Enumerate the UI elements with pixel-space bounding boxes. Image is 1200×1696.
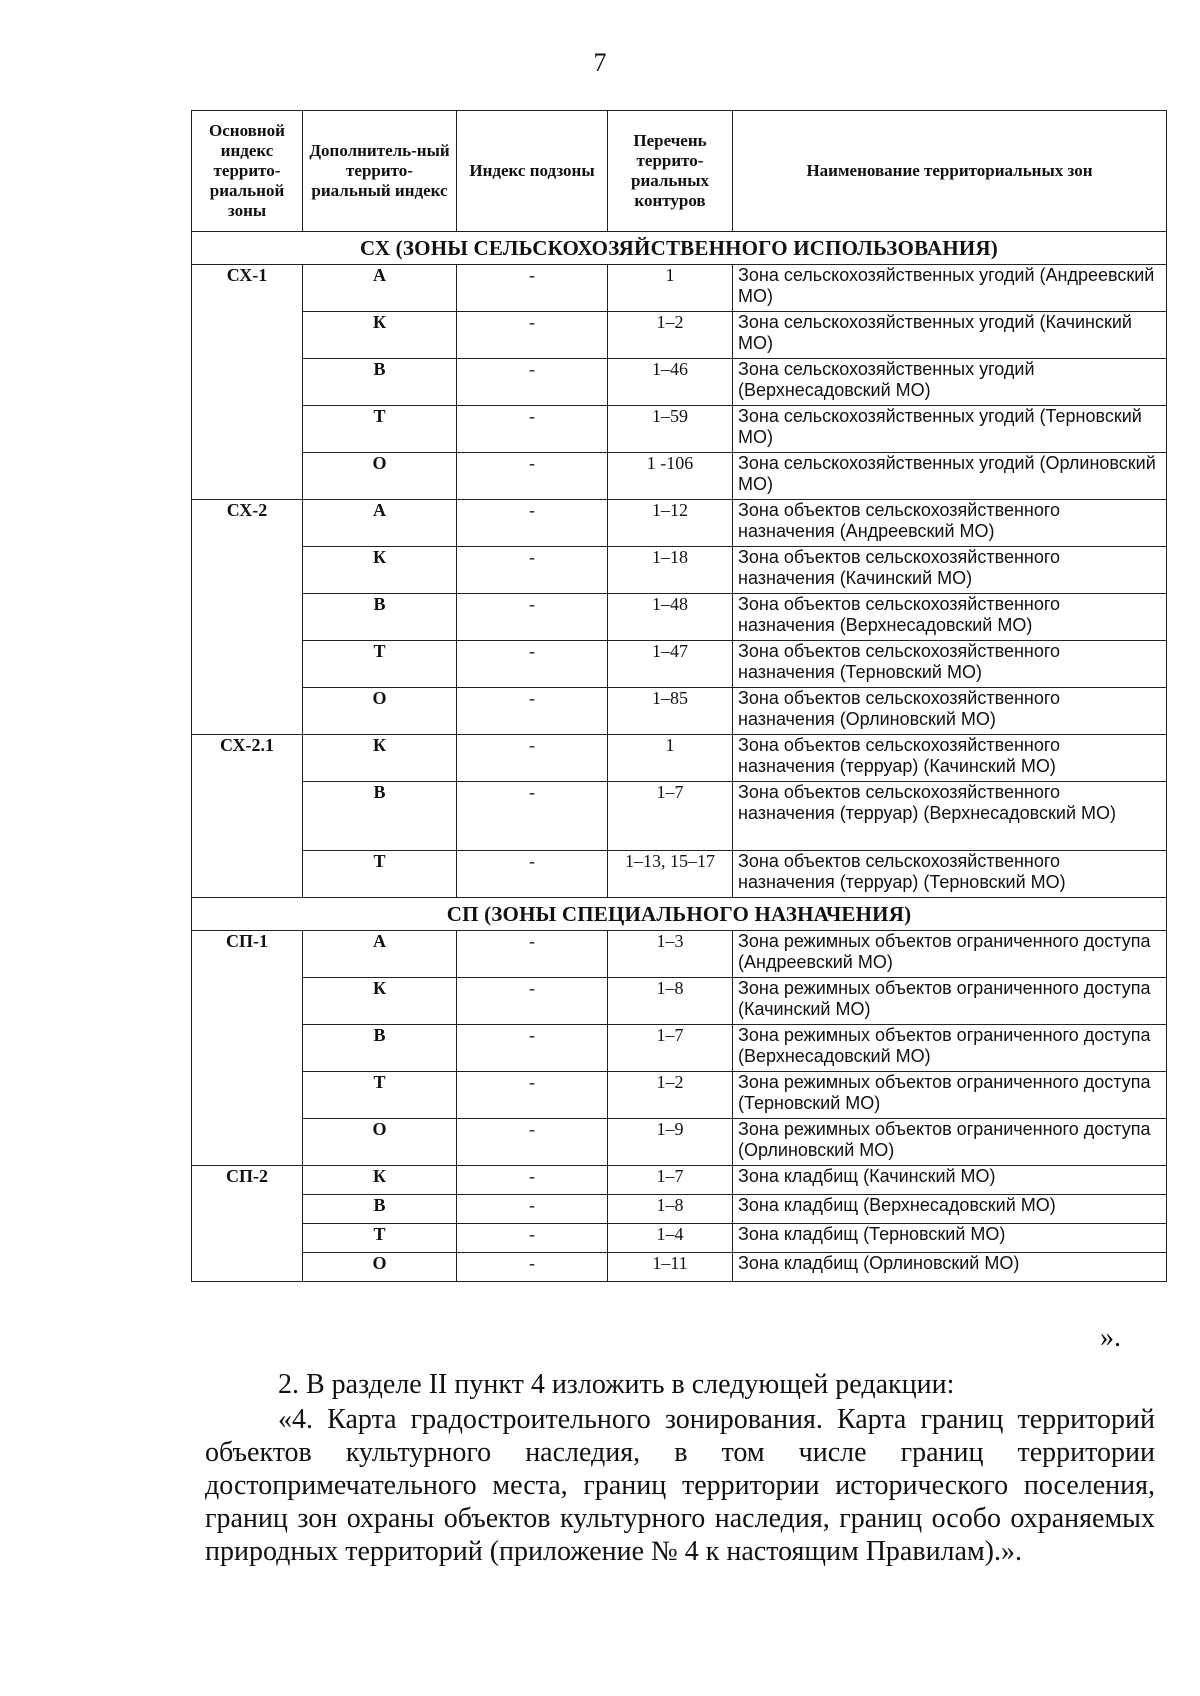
table-row [192,1025,1167,1072]
zone-name-cell: Зона объектов сельскохозяйственного назначения (Андреевский МО) [733,500,1167,547]
contours-cell: 1–12 [608,500,733,547]
table-row [192,500,1167,547]
table-row [192,1253,1167,1282]
additional-index-cell: В [303,594,457,641]
zone-name-cell: Зона сельскохозяйственных угодий (Верхнесадовский МО) [733,359,1167,406]
subzone-index-cell: - [457,312,608,359]
subzone-index-cell: - [457,1253,608,1282]
subzone-index-cell: - [457,359,608,406]
paragraph-amendment-text: «4. Карта градостроительного зонирования. Карта границ территорий объектов культурного наследия, в том числе границ территории достопримечательного места, границ территории исторического поселения, границ зон охраны объектов культурного наследия, границ особо охраняемых природных территорий (приложение № 4 к настоящим Правилам).». [205,1404,1155,1567]
main-index-cell: СП-1 [192,931,303,1166]
header-contours-list: Перечень террито-риальных контуров [608,111,733,232]
subzone-index-cell: - [457,641,608,688]
main-index-cell: СП-2 [192,1166,303,1282]
table-body [192,232,1167,1282]
table-row [192,594,1167,641]
zone-name-cell: Зона объектов сельскохозяйственного назначения (Верхнесадовский МО) [733,594,1167,641]
subzone-index-cell: - [457,265,608,312]
contours-cell: 1–2 [608,1072,733,1119]
table-row [192,978,1167,1025]
table-row [192,453,1167,500]
contours-cell: 1–7 [608,782,733,851]
additional-index-cell: О [303,1253,457,1282]
table-row [192,782,1167,851]
table-row [192,1166,1167,1195]
zone-name-cell: Зона объектов сельскохозяйственного назначения (Орлиновский МО) [733,688,1167,735]
zone-name-cell: Зона сельскохозяйственных угодий (Терновский МО) [733,406,1167,453]
contours-cell: 1–46 [608,359,733,406]
additional-index-cell: К [303,978,457,1025]
zone-name-cell: Зона кладбищ (Орлиновский МО) [733,1253,1167,1282]
zone-name-cell: Зона объектов сельскохозяйственного назначения (терруар) (Верхнесадовский МО) [733,782,1167,851]
subzone-index-cell: - [457,1119,608,1166]
contours-cell: 1–9 [608,1119,733,1166]
main-index-cell: СХ-2.1 [192,735,303,898]
section-title: СП (ЗОНЫ СПЕЦИАЛЬНОГО НАЗНАЧЕНИЯ) [192,898,1167,931]
zone-name-cell: Зона режимных объектов ограниченного доступа (Верхнесадовский МО) [733,1025,1167,1072]
table-row [192,1224,1167,1253]
table-row [192,931,1167,978]
subzone-index-cell: - [457,1224,608,1253]
subzone-index-cell: - [457,851,608,898]
additional-index-cell: К [303,735,457,782]
additional-index-cell: К [303,1166,457,1195]
main-index-cell: СХ-2 [192,500,303,735]
zone-name-cell: Зона объектов сельскохозяйственного назначения (терруар) (Качинский МО) [733,735,1167,782]
additional-index-cell: Т [303,406,457,453]
zone-name-cell: Зона объектов сельскохозяйственного назначения (Качинский МО) [733,547,1167,594]
zone-name-cell: Зона режимных объектов ограниченного доступа (Качинский МО) [733,978,1167,1025]
additional-index-cell: О [303,1119,457,1166]
additional-index-cell: Т [303,641,457,688]
header-zone-name: Наименование территориальных зон [733,111,1167,232]
additional-index-cell: В [303,782,457,851]
table-row [192,406,1167,453]
header-main-index: Основной индекс террито-риальной зоны [192,111,303,232]
zone-name-cell: Зона кладбищ (Терновский МО) [733,1224,1167,1253]
subzone-index-cell: - [457,406,608,453]
zone-name-cell: Зона кладбищ (Качинский МО) [733,1166,1167,1195]
additional-index-cell: О [303,453,457,500]
subzone-index-cell: - [457,594,608,641]
header-subzone-index: Индекс подзоны [457,111,608,232]
contours-cell: 1 -106 [608,453,733,500]
table-row [192,641,1167,688]
contours-cell: 1–11 [608,1253,733,1282]
additional-index-cell: В [303,1195,457,1224]
zone-name-cell: Зона режимных объектов ограниченного доступа (Терновский МО) [733,1072,1167,1119]
zone-name-cell: Зона сельскохозяйственных угодий (Орлиновский МО) [733,453,1167,500]
table-row [192,1119,1167,1166]
table-row [192,1195,1167,1224]
table-row [192,547,1167,594]
contours-cell: 1–59 [608,406,733,453]
additional-index-cell: А [303,931,457,978]
additional-index-cell: Т [303,851,457,898]
contours-cell: 1 [608,735,733,782]
paragraph-amendment-intro: 2. В разделе II пункт 4 изложить в следующей редакции: [278,1369,955,1400]
zone-name-cell: Зона сельскохозяйственных угодий (Андреевский МО) [733,265,1167,312]
contours-cell: 1–85 [608,688,733,735]
subzone-index-cell: - [457,547,608,594]
table-row [192,265,1167,312]
subzone-index-cell: - [457,978,608,1025]
table-row [192,359,1167,406]
subzone-index-cell: - [457,1072,608,1119]
section-title: СХ (ЗОНЫ СЕЛЬСКОХОЗЯЙСТВЕННОГО ИСПОЛЬЗОВАНИЯ) [192,232,1167,265]
subzone-index-cell: - [457,735,608,782]
table-row [192,688,1167,735]
additional-index-cell: А [303,500,457,547]
subzone-index-cell: - [457,782,608,851]
subzone-index-cell: - [457,1166,608,1195]
contours-cell: 1–13, 15–17 [608,851,733,898]
additional-index-cell: К [303,312,457,359]
contours-cell: 1–4 [608,1224,733,1253]
subzone-index-cell: - [457,453,608,500]
header-additional-index: Дополнитель-ный террито-риальный индекс [303,111,457,232]
table-row [192,312,1167,359]
subzone-index-cell: - [457,931,608,978]
table-header-row [192,111,1167,232]
section-header-row [192,232,1167,265]
zone-name-cell: Зона кладбищ (Верхнесадовский МО) [733,1195,1167,1224]
contours-cell: 1–8 [608,978,733,1025]
additional-index-cell: К [303,547,457,594]
zone-name-cell: Зона режимных объектов ограниченного доступа (Андреевский МО) [733,931,1167,978]
zone-name-cell: Зона объектов сельскохозяйственного назначения (Терновский МО) [733,641,1167,688]
table-row [192,851,1167,898]
closing-quote-mark: ». [1100,1322,1121,1353]
subzone-index-cell: - [457,500,608,547]
subzone-index-cell: - [457,1025,608,1072]
zone-name-cell: Зона режимных объектов ограниченного доступа (Орлиновский МО) [733,1119,1167,1166]
additional-index-cell: В [303,1025,457,1072]
additional-index-cell: А [303,265,457,312]
zones-table [191,110,1167,1282]
main-index-cell: СХ-1 [192,265,303,500]
additional-index-cell: Т [303,1072,457,1119]
contours-cell: 1–8 [608,1195,733,1224]
contours-cell: 1–48 [608,594,733,641]
contours-cell: 1–2 [608,312,733,359]
additional-index-cell: О [303,688,457,735]
zone-name-cell: Зона сельскохозяйственных угодий (Качинский МО) [733,312,1167,359]
table-row [192,735,1167,782]
additional-index-cell: Т [303,1224,457,1253]
subzone-index-cell: - [457,1195,608,1224]
contours-cell: 1–47 [608,641,733,688]
table-row [192,1072,1167,1119]
contours-cell: 1–3 [608,931,733,978]
additional-index-cell: В [303,359,457,406]
section-header-row [192,898,1167,931]
contours-cell: 1 [608,265,733,312]
contours-cell: 1–18 [608,547,733,594]
contours-cell: 1–7 [608,1166,733,1195]
zone-name-cell: Зона объектов сельскохозяйственного назначения (терруар) (Терновский МО) [733,851,1167,898]
subzone-index-cell: - [457,688,608,735]
contours-cell: 1–7 [608,1025,733,1072]
page-number: 7 [593,48,607,77]
